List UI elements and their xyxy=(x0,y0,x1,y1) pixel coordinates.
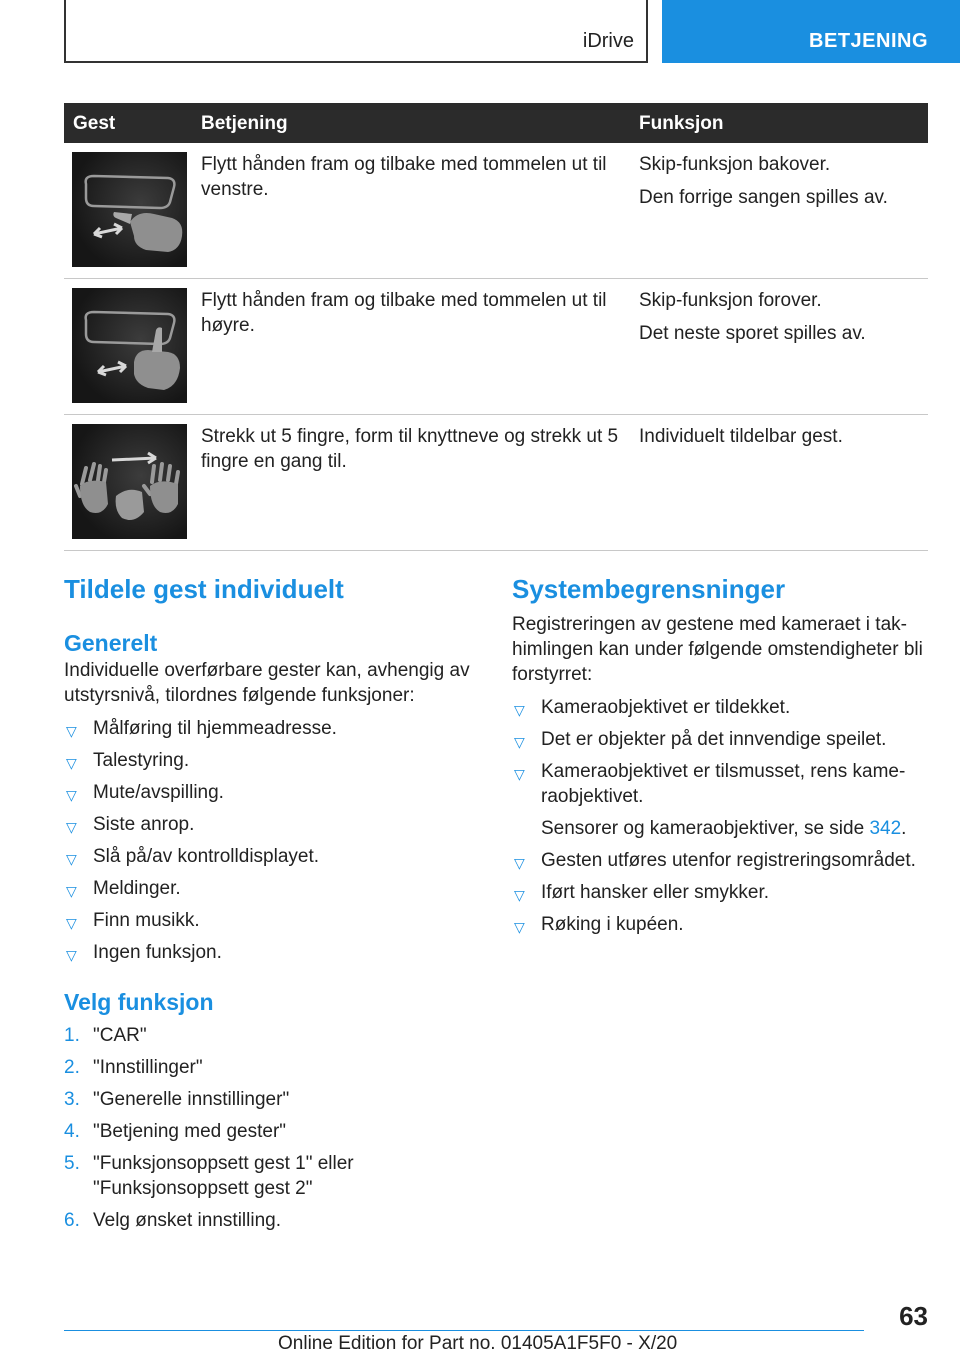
list-item-text: Det er objekter på det innvendige speilet. xyxy=(541,729,887,750)
step-text: "CAR" xyxy=(93,1025,147,1046)
right-column xyxy=(512,572,928,944)
cross-reference-note xyxy=(512,816,928,841)
footer-divider xyxy=(64,1330,864,1331)
list-item-text: Målføring til hjemmeadresse. xyxy=(93,718,337,739)
section-title-assign-gesture: Tildele gest individuelt xyxy=(64,574,344,604)
list-item-text: Talestyring. xyxy=(93,750,190,771)
triangle-bullet-icon: ▽ xyxy=(514,766,525,782)
step-item xyxy=(64,1208,480,1233)
row-function-line: Det neste sporet spilles av. xyxy=(639,323,866,344)
triangle-bullet-icon: ▽ xyxy=(514,919,525,935)
header-section-box xyxy=(64,0,648,63)
list-item-text: Kameraobjektivet er tildekket. xyxy=(541,697,791,718)
gesture-thumb-left-icon xyxy=(72,152,187,267)
step-number: 5. xyxy=(64,1153,80,1174)
row-function-line: Den forrige sangen spilles av. xyxy=(639,187,888,208)
list-item-text: Røking i kupéen. xyxy=(541,914,684,935)
subsection-title-select-function: Velg funksjon xyxy=(64,989,214,1015)
table-header-funksjon: Funksjon xyxy=(639,113,724,134)
step-item xyxy=(64,1023,480,1048)
triangle-bullet-icon: ▽ xyxy=(66,947,77,963)
row-operation-text: Strekk ut 5 fingre, form til knyttneve og strekk ut 5 fingre en gang til. xyxy=(201,426,619,472)
step-text: "Generelle innstillinger" xyxy=(93,1089,290,1110)
list-item-text: Kameraobjektivet er tilsmusset, rens kameraobjektivet. xyxy=(541,761,906,807)
row-function-line: Skip-funksjon forover. xyxy=(639,290,822,311)
triangle-bullet-icon: ▽ xyxy=(66,755,77,771)
note-suffix: . xyxy=(901,818,907,839)
footer-edition-text: Online Edition for Part no. 01405A1F5F0 - X/20 xyxy=(278,1333,678,1354)
note-text: Sensorer og kameraobjektiver, se side xyxy=(541,818,870,839)
step-item xyxy=(64,1151,480,1201)
triangle-bullet-icon: ▽ xyxy=(66,851,77,867)
table-header-betjening: Betjening xyxy=(201,113,288,134)
step-item xyxy=(64,1119,480,1144)
table-header-row xyxy=(64,103,928,143)
triangle-bullet-icon: ▽ xyxy=(66,787,77,803)
step-text: "Innstillinger" xyxy=(93,1057,203,1078)
step-number: 1. xyxy=(64,1025,80,1046)
list-item xyxy=(512,727,928,752)
triangle-bullet-icon: ▽ xyxy=(66,819,77,835)
row-function-text xyxy=(639,424,929,457)
section-title-system-limits: Systembegrensninger xyxy=(512,574,786,604)
limits-list-continued xyxy=(512,848,928,937)
triangle-bullet-icon: ▽ xyxy=(514,702,525,718)
row-function-line: Skip-funksjon bakover. xyxy=(639,154,831,175)
gesture-fist-open-icon xyxy=(72,424,187,539)
triangle-bullet-icon: ▽ xyxy=(66,883,77,899)
triangle-bullet-icon: ▽ xyxy=(514,887,525,903)
row-function-line: Individuelt tildelbar gest. xyxy=(639,426,843,447)
list-item-text: Slå på/av kontrolldisplayet. xyxy=(93,846,320,867)
triangle-bullet-icon: ▽ xyxy=(66,915,77,931)
left-column xyxy=(64,572,480,1240)
step-number: 4. xyxy=(64,1121,80,1142)
triangle-bullet-icon: ▽ xyxy=(514,734,525,750)
triangle-bullet-icon: ▽ xyxy=(66,723,77,739)
header-chapter-label: BETJENING xyxy=(809,30,928,52)
list-item xyxy=(512,695,928,720)
row-operation-text: Flytt hånden fram og tilbake med tommelen ut til venstre. xyxy=(201,154,607,200)
list-item-text: Finn musikk. xyxy=(93,910,200,931)
list-item xyxy=(64,716,480,741)
table-row xyxy=(64,143,928,279)
triangle-bullet-icon: ▽ xyxy=(514,855,525,871)
step-number: 2. xyxy=(64,1057,80,1078)
row-function-text xyxy=(639,152,929,218)
step-number: 6. xyxy=(64,1210,80,1231)
step-text: Velg ønsket innstilling. xyxy=(93,1210,281,1231)
list-item xyxy=(64,780,480,805)
step-text: "Betjening med gester" xyxy=(93,1121,287,1142)
table-row xyxy=(64,279,928,415)
list-item-text: Mute/avspilling. xyxy=(93,782,224,803)
step-text: "Funksjonsoppsett gest 1" eller "Funksjonsoppsett gest 2" xyxy=(93,1153,354,1199)
table-header-gest: Gest xyxy=(73,113,116,134)
table-row xyxy=(64,415,928,551)
step-number: 3. xyxy=(64,1089,80,1110)
list-item xyxy=(64,844,480,869)
step-item xyxy=(64,1087,480,1112)
limits-list xyxy=(512,695,928,809)
header-section-label: iDrive xyxy=(582,30,634,52)
list-item xyxy=(64,748,480,773)
gesture-thumb-right-icon xyxy=(72,288,187,403)
page-number: 63 xyxy=(899,1301,928,1331)
page-reference-link[interactable]: 342 xyxy=(869,818,902,839)
function-list xyxy=(64,716,480,965)
list-item-text: Meldinger. xyxy=(93,878,181,899)
list-item xyxy=(512,880,928,905)
list-item xyxy=(64,908,480,933)
list-item xyxy=(512,912,928,937)
list-item-text: Gesten utføres utenfor registreringsområdet. xyxy=(541,850,916,871)
gesture-table xyxy=(64,103,928,551)
intro-text: Individuelle overførbare gester kan, avhengig av utstyrsnivå, tilordnes følgende funksjoner: xyxy=(64,660,470,706)
list-item-text: Ingen funksjon. xyxy=(93,942,222,963)
row-function-text xyxy=(639,288,929,354)
list-item xyxy=(512,759,928,809)
subsection-title-general: Generelt xyxy=(64,630,158,656)
list-item-text: Iført hansker eller smykker. xyxy=(541,882,770,903)
list-item xyxy=(64,940,480,965)
header-chapter-tab xyxy=(662,0,960,63)
list-item xyxy=(512,848,928,873)
list-item-text: Siste anrop. xyxy=(93,814,195,835)
row-operation-text: Flytt hånden fram og tilbake med tommelen ut til høyre. xyxy=(201,290,607,336)
steps-list xyxy=(64,1023,480,1233)
limits-intro-text: Registreringen av gestene med kameraet i takhimlingen kan under følgende omstendigheter bli forstyrret: xyxy=(512,614,923,685)
list-item xyxy=(64,876,480,901)
step-item xyxy=(64,1055,480,1080)
list-item xyxy=(64,812,480,837)
